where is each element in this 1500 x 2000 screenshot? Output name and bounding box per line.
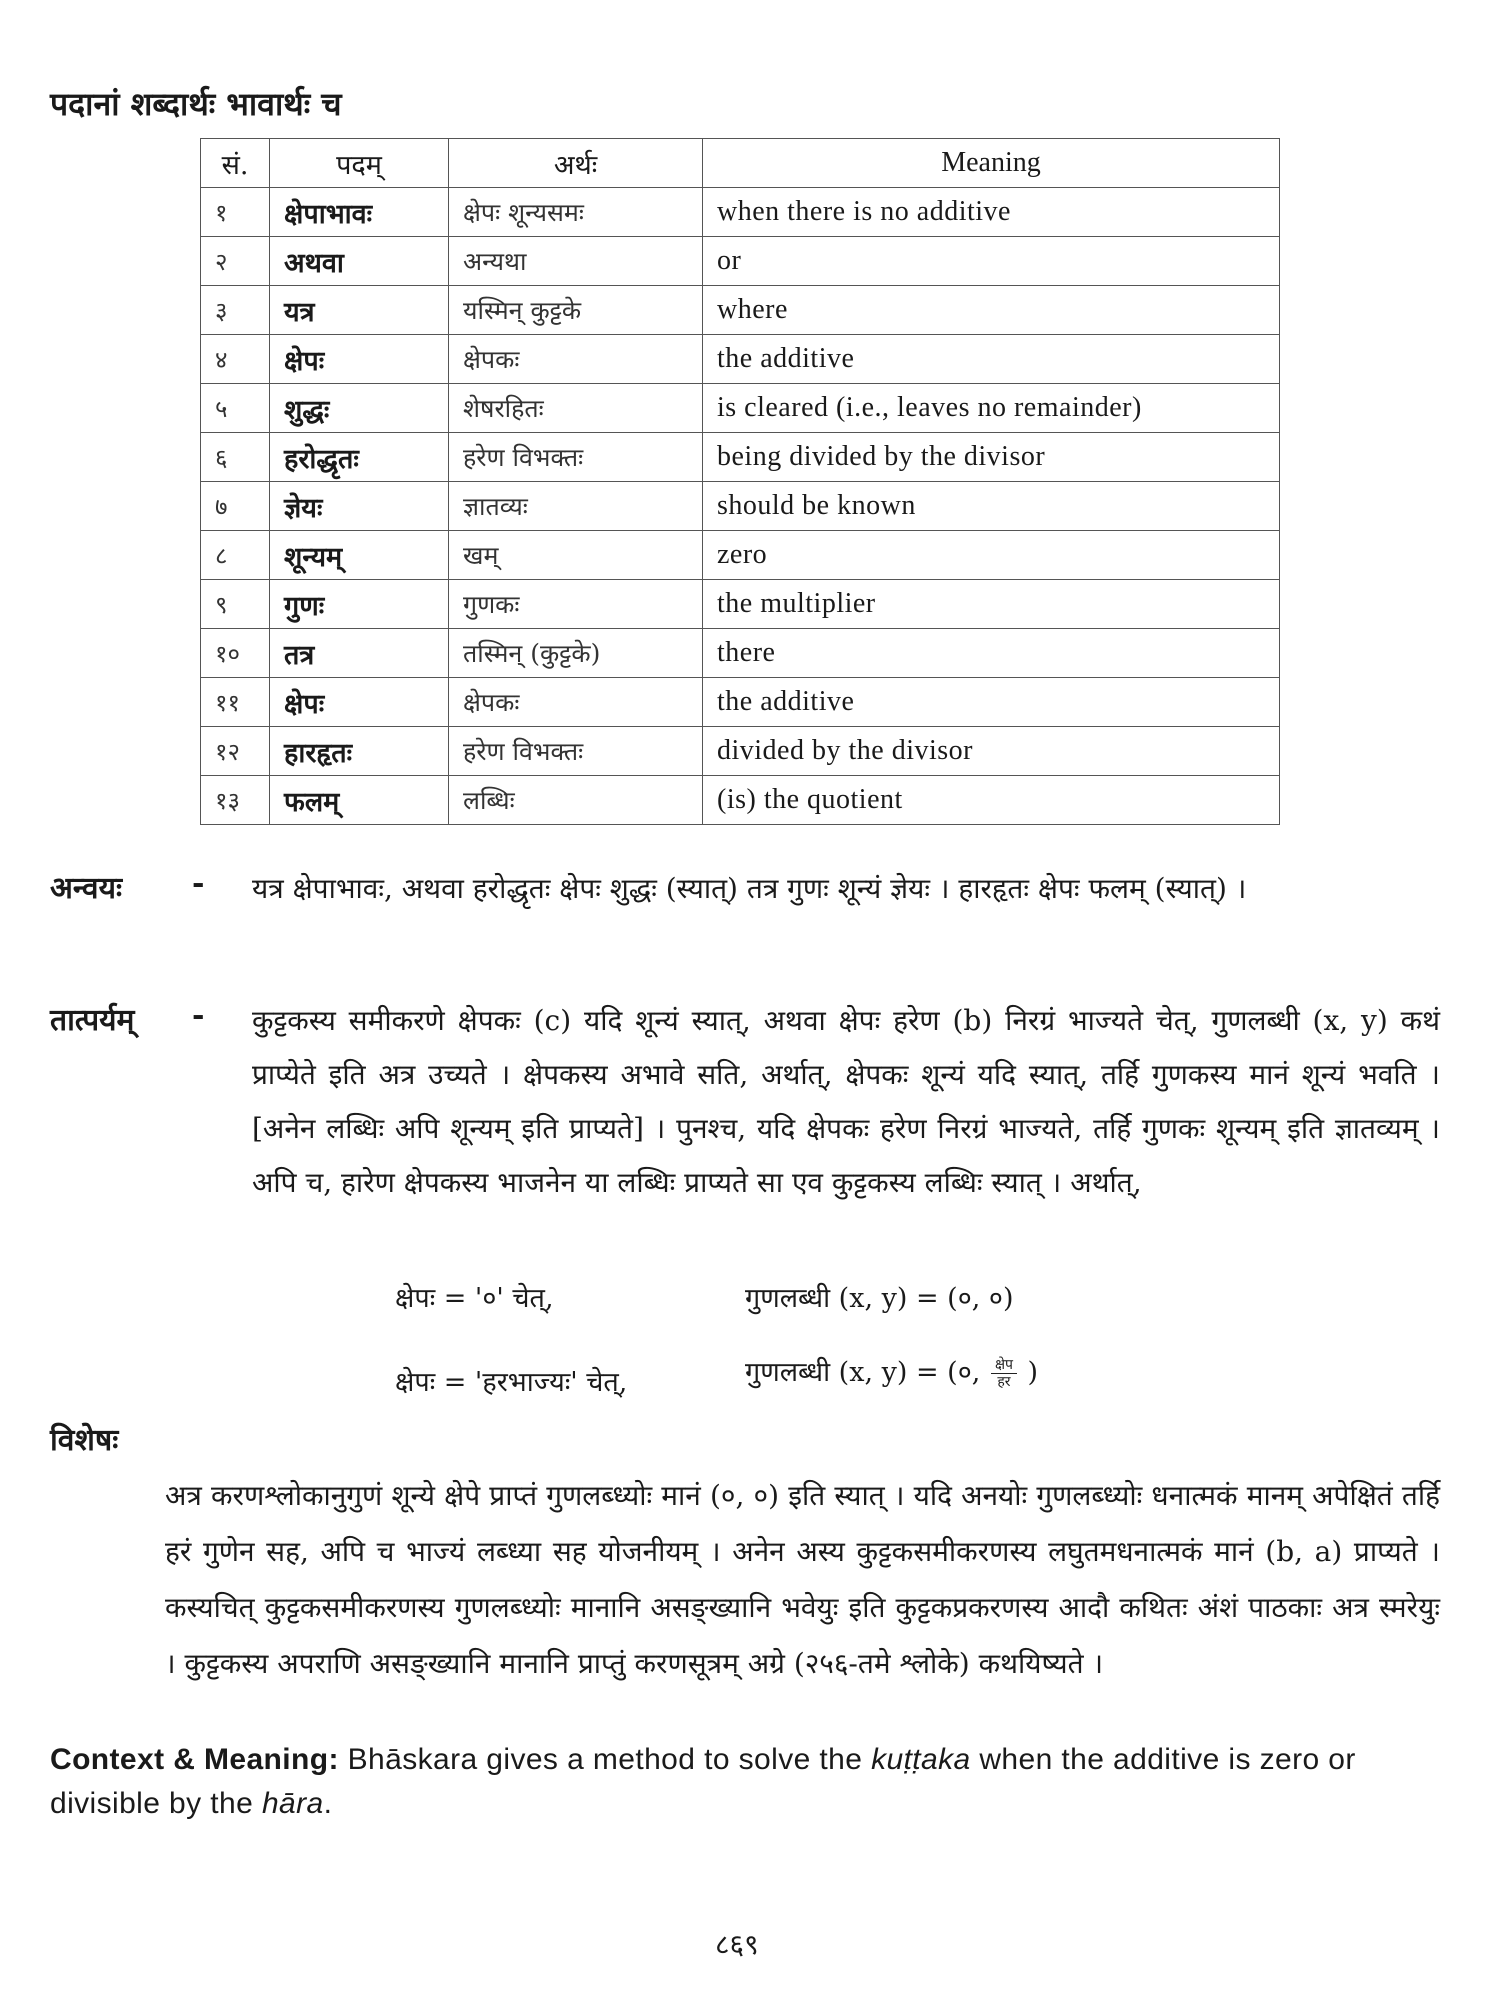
- row-pada: क्षेपः: [270, 678, 449, 727]
- page-number: ८६९: [715, 1928, 759, 1961]
- row-meaning: there: [703, 629, 1280, 678]
- context-term-kuttaka: kuṭṭaka: [871, 1743, 971, 1776]
- row-artha: हरेण विभक्तः: [449, 433, 703, 482]
- row-artha: हरेण विभक्तः: [449, 727, 703, 776]
- row-artha: शेषरहितः: [449, 384, 703, 433]
- context-label: Context & Meaning:: [50, 1743, 339, 1776]
- header-artha: अर्थः: [449, 139, 703, 188]
- row-meaning: the additive: [703, 678, 1280, 727]
- row-meaning: when there is no additive: [703, 188, 1280, 237]
- row-number: ११: [201, 678, 270, 727]
- fraction-denominator: हर: [997, 1374, 1011, 1390]
- vishesha-label: विशेषः: [50, 1423, 119, 1458]
- vocabulary-table: [200, 138, 1280, 825]
- row-meaning: or: [703, 237, 1280, 286]
- row-number: १०: [201, 629, 270, 678]
- table-row: [201, 629, 1280, 678]
- row-meaning: (is) the quotient: [703, 776, 1280, 825]
- row-pada: तत्र: [270, 629, 449, 678]
- equation-2-suffix: ): [1027, 1357, 1039, 1388]
- table-row: [201, 286, 1280, 335]
- row-number: २: [201, 237, 270, 286]
- row-number: ८: [201, 531, 270, 580]
- row-pada: फलम्: [270, 776, 449, 825]
- row-pada: शून्यम्: [270, 531, 449, 580]
- table-row: [201, 237, 1280, 286]
- fraction-numerator: क्षेप: [991, 1357, 1017, 1374]
- row-artha: गुणकः: [449, 580, 703, 629]
- row-number: १३: [201, 776, 270, 825]
- row-meaning: is cleared (i.e., leaves no remainder): [703, 384, 1280, 433]
- equation-1-result: गुणलब्धी (x, y) = (०, ०): [745, 1283, 1014, 1314]
- header-num: सं.: [201, 139, 270, 188]
- row-number: १: [201, 188, 270, 237]
- row-artha: लब्धिः: [449, 776, 703, 825]
- table-row: [201, 776, 1280, 825]
- anvaya-dash: -: [192, 866, 205, 901]
- row-number: ७: [201, 482, 270, 531]
- row-artha: क्षेपः शून्यसमः: [449, 188, 703, 237]
- row-artha: खम्: [449, 531, 703, 580]
- row-meaning: should be known: [703, 482, 1280, 531]
- equation-2-condition: क्षेपः = 'हरभाज्यः' चेत्,: [395, 1367, 628, 1398]
- context-text-1: Bhāskara gives a method to solve the: [347, 1743, 863, 1776]
- equation-2-prefix: गुणलब्धी (x, y) = (०,: [745, 1357, 981, 1388]
- row-artha: यस्मिन् कुट्टके: [449, 286, 703, 335]
- table-row: [201, 384, 1280, 433]
- context-text-2: when the additive is zero or divisible by the: [50, 1743, 1356, 1820]
- tatparyam-text: कुट्टकस्य समीकरणे क्षेपकः (c) यदि शून्यं स्यात्, अथवा क्षेपः हरेण (b) निरग्रं भाज्यते चेत्, गुणलब्धी (x, y) कथं प्राप्येते इति अत्र उच्यते । क्षेपकस्य अभावे सति, अर्थात्, क्षेपकः शून्यं यदि स्यात्, तर्हि गुणकस्य मानं शून्यं भवति । [अनेन लब्धिः अपि शून्यम् इति प्राप्यते] । पुनश्च, यदि क्षेपकः हरेण निरग्रं भाज्यते, तर्हि गुणकः शून्यम् इति ज्ञातव्यम् । अपि च, हारेण क्षेपकस्य भाजनेन या लब्धिः प्राप्यते सा एव कुट्टकस्य लब्धिः स्यात् । अर्थात्,: [252, 1004, 1440, 1199]
- section-heading: पदानां शब्दार्थः भावार्थः च: [50, 85, 342, 123]
- row-pada: यत्र: [270, 286, 449, 335]
- row-meaning: divided by the divisor: [703, 727, 1280, 776]
- anvaya-text: यत्र क्षेपाभावः, अथवा हरोद्धृतः क्षेपः शुद्धः (स्यात्) तत्र गुणः शून्यं ज्ञेयः । हारहृतः क्षेपः फलम् (स्यात्) ।: [252, 872, 1247, 905]
- row-artha: अन्यथा: [449, 237, 703, 286]
- row-number: १२: [201, 727, 270, 776]
- context-term-hara: hāra: [261, 1787, 324, 1820]
- row-number: ३: [201, 286, 270, 335]
- table-row: [201, 580, 1280, 629]
- row-number: ४: [201, 335, 270, 384]
- tatparyam-label: तात्पर्यम्: [50, 1003, 135, 1038]
- anvaya-label: अन्वयः: [50, 871, 123, 906]
- row-artha: क्षेपकः: [449, 335, 703, 384]
- row-pada: ज्ञेयः: [270, 482, 449, 531]
- row-pada: क्षेपः: [270, 335, 449, 384]
- tatparyam-dash: -: [192, 998, 205, 1033]
- table-row: [201, 531, 1280, 580]
- row-pada: गुणः: [270, 580, 449, 629]
- header-meaning: Meaning: [703, 139, 1280, 188]
- header-pada: पदम्: [270, 139, 449, 188]
- row-meaning: zero: [703, 531, 1280, 580]
- row-pada: हरोद्धृतः: [270, 433, 449, 482]
- table-row: [201, 727, 1280, 776]
- row-pada: शुद्धः: [270, 384, 449, 433]
- row-artha: क्षेपकः: [449, 678, 703, 727]
- context-end: .: [323, 1787, 333, 1820]
- row-pada: क्षेपाभावः: [270, 188, 449, 237]
- table-row: [201, 433, 1280, 482]
- row-number: ६: [201, 433, 270, 482]
- context-meaning: [50, 1738, 1440, 1826]
- row-meaning: the additive: [703, 335, 1280, 384]
- vishesha-text: अत्र करणश्लोकानुगुणं शून्ये क्षेपे प्राप्तं गुणलब्ध्योः मानं (०, ०) इति स्यात् । यदि अनयोः गुणलब्ध्योः धनात्मकं मानम् अपेक्षितं तर्हि हरं गुणेन सह, अपि च भाज्यं लब्ध्या सह योजनीयम् । अनेन अस्य कुट्टकसमीकरणस्य लघुतमधनात्मकं मानं (b, a) प्राप्यते । कस्यचित् कुट्टकसमीकरणस्य गुणलब्ध्योः मानानि असङ्ख्यानि भवेयुः इति कुट्टकप्रकरणस्य आदौ कथितः अंशं पाठकाः अत्र स्मरेयुः । कुट्टकस्य अपराणि असङ्ख्यानि मानानि प्राप्तुं करणसूत्रम् अग्रे (२५६-तमे श्लोके) कथयिष्यते ।: [165, 1479, 1440, 1680]
- row-number: ९: [201, 580, 270, 629]
- row-pada: अथवा: [270, 237, 449, 286]
- fraction: [991, 1357, 1017, 1390]
- equation-2-result: [745, 1352, 1038, 1390]
- equation-1-condition: क्षेपः = '०' चेत्,: [395, 1283, 554, 1314]
- row-number: ५: [201, 384, 270, 433]
- table-body: [201, 188, 1280, 825]
- table-row: [201, 188, 1280, 237]
- row-artha: ज्ञातव्यः: [449, 482, 703, 531]
- row-meaning: being divided by the divisor: [703, 433, 1280, 482]
- table-row: [201, 482, 1280, 531]
- table-header-row: [201, 139, 1280, 188]
- row-meaning: the multiplier: [703, 580, 1280, 629]
- row-meaning: where: [703, 286, 1280, 335]
- row-artha: तस्मिन् (कुट्टके): [449, 629, 703, 678]
- row-pada: हारहृतः: [270, 727, 449, 776]
- table-row: [201, 335, 1280, 384]
- table-row: [201, 678, 1280, 727]
